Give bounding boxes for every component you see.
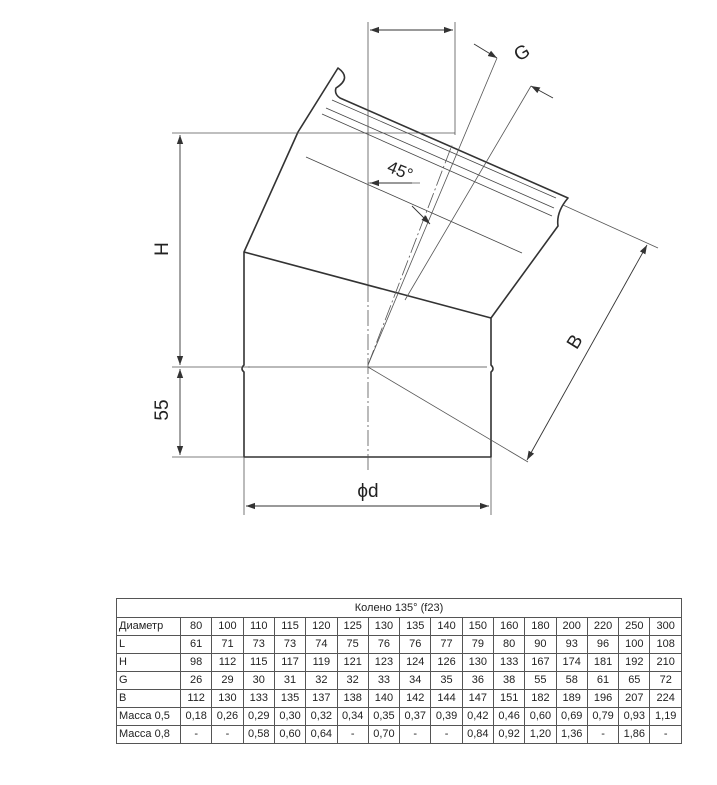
angle-arrow xyxy=(412,206,430,224)
table-cell: 189 xyxy=(556,690,587,708)
table-cell: 180 xyxy=(525,618,556,636)
table-cell: 167 xyxy=(525,654,556,672)
table-row xyxy=(117,726,682,744)
spec-table xyxy=(116,598,682,744)
table-cell: 33 xyxy=(368,672,399,690)
table-cell: - xyxy=(587,726,618,744)
table-cell: 74 xyxy=(306,636,337,654)
label-angle: 45° xyxy=(384,157,416,185)
dimension-lines xyxy=(172,22,658,515)
table-cell: 115 xyxy=(274,618,305,636)
table-title: Колено 135° (f23) xyxy=(116,598,682,617)
table-cell: 110 xyxy=(243,618,274,636)
table-cell: 0,42 xyxy=(462,708,493,726)
table-cell: 73 xyxy=(274,636,305,654)
table-cell: 93 xyxy=(556,636,587,654)
table-cell: 75 xyxy=(337,636,368,654)
table-cell: 147 xyxy=(462,690,493,708)
spec-table-wrap xyxy=(116,598,682,744)
table-cell: 0,46 xyxy=(493,708,524,726)
table-cell: 0,70 xyxy=(368,726,399,744)
table-cell: 38 xyxy=(493,672,524,690)
table-cell: 125 xyxy=(337,618,368,636)
b-dimension-arrow xyxy=(527,245,647,460)
table-cell: 58 xyxy=(556,672,587,690)
table-cell: 115 xyxy=(243,654,274,672)
table-cell: 0,30 xyxy=(274,708,305,726)
table-cell: 31 xyxy=(274,672,305,690)
table-cell: 73 xyxy=(243,636,274,654)
table-cell: 0,60 xyxy=(274,726,305,744)
table-cell: 220 xyxy=(587,618,618,636)
label-55: 55 xyxy=(152,399,173,421)
table-cell: 30 xyxy=(243,672,274,690)
table-cell: 120 xyxy=(306,618,337,636)
table-cell: - xyxy=(337,726,368,744)
table-cell: 140 xyxy=(368,690,399,708)
table-cell: 174 xyxy=(556,654,587,672)
table-cell: 0,39 xyxy=(431,708,462,726)
table-cell: 32 xyxy=(306,672,337,690)
table-cell: 76 xyxy=(368,636,399,654)
table-header-row xyxy=(117,618,682,636)
table-cell: 34 xyxy=(400,672,431,690)
table-row xyxy=(117,690,682,708)
table-row xyxy=(117,654,682,672)
table-cell: 80 xyxy=(493,636,524,654)
table-cell: 150 xyxy=(462,618,493,636)
center-lines xyxy=(368,145,452,470)
elbow-outline xyxy=(242,68,568,457)
table-cell: 126 xyxy=(431,654,462,672)
table-row-label: G xyxy=(117,672,181,690)
table-cell: 1,36 xyxy=(556,726,587,744)
table-cell: 61 xyxy=(587,672,618,690)
table-cell: 55 xyxy=(525,672,556,690)
table-cell: 0,93 xyxy=(619,708,650,726)
table-row xyxy=(117,708,682,726)
table-cell: 26 xyxy=(181,672,212,690)
table-cell: 0,60 xyxy=(525,708,556,726)
table-cell: 142 xyxy=(400,690,431,708)
table-cell: 124 xyxy=(400,654,431,672)
dimension-arrows xyxy=(180,30,647,506)
table-cell: 71 xyxy=(212,636,243,654)
table-cell: 35 xyxy=(431,672,462,690)
table-cell: 123 xyxy=(368,654,399,672)
table-cell: 0,79 xyxy=(587,708,618,726)
table-cell: 36 xyxy=(462,672,493,690)
table-cell: 61 xyxy=(181,636,212,654)
table-row-label: Масса 0,5 xyxy=(117,708,181,726)
table-cell: 135 xyxy=(400,618,431,636)
table-cell: 181 xyxy=(587,654,618,672)
table-cell: 65 xyxy=(619,672,650,690)
table-row xyxy=(117,636,682,654)
table-row-label: B xyxy=(117,690,181,708)
table-cell: 200 xyxy=(556,618,587,636)
table-cell: 112 xyxy=(181,690,212,708)
table-cell: 0,34 xyxy=(337,708,368,726)
table-cell: 72 xyxy=(650,672,682,690)
label-g: G xyxy=(510,40,534,67)
label-d: ϕd xyxy=(357,481,379,502)
label-h: H xyxy=(152,242,173,256)
table-cell: 79 xyxy=(462,636,493,654)
table-row-label: H xyxy=(117,654,181,672)
table-cell: 151 xyxy=(493,690,524,708)
table-cell: 0,35 xyxy=(368,708,399,726)
table-cell: 138 xyxy=(337,690,368,708)
table-row-label: Диаметр xyxy=(117,618,181,636)
table-cell: 1,19 xyxy=(650,708,682,726)
table-cell: 210 xyxy=(650,654,682,672)
table-cell: 0,58 xyxy=(243,726,274,744)
table-row-label: L xyxy=(117,636,181,654)
label-b: B xyxy=(563,331,588,354)
table-cell: 119 xyxy=(306,654,337,672)
table-cell: 100 xyxy=(619,636,650,654)
table-cell: 160 xyxy=(493,618,524,636)
table-cell: 0,37 xyxy=(400,708,431,726)
table-cell: 133 xyxy=(243,690,274,708)
table-cell: - xyxy=(650,726,682,744)
table-cell: 32 xyxy=(337,672,368,690)
table-cell: 0,69 xyxy=(556,708,587,726)
table-cell: 130 xyxy=(212,690,243,708)
table-cell: 29 xyxy=(212,672,243,690)
table-cell: 196 xyxy=(587,690,618,708)
g-dimension-arrow xyxy=(474,44,497,58)
table-cell: 192 xyxy=(619,654,650,672)
table-cell: 108 xyxy=(650,636,682,654)
table-cell: 133 xyxy=(493,654,524,672)
table-row xyxy=(117,672,682,690)
table-cell: 144 xyxy=(431,690,462,708)
table-cell: 77 xyxy=(431,636,462,654)
table-cell: 0,84 xyxy=(462,726,493,744)
table-cell: - xyxy=(212,726,243,744)
table-cell: 121 xyxy=(337,654,368,672)
table-cell: 0,32 xyxy=(306,708,337,726)
table-cell: 0,64 xyxy=(306,726,337,744)
table-cell: 137 xyxy=(306,690,337,708)
table-row-label: Масса 0,8 xyxy=(117,726,181,744)
table-cell: 0,92 xyxy=(493,726,524,744)
table-cell: 112 xyxy=(212,654,243,672)
table-cell: 250 xyxy=(619,618,650,636)
table-cell: - xyxy=(400,726,431,744)
table-cell: - xyxy=(431,726,462,744)
table-cell: 1,20 xyxy=(525,726,556,744)
table-cell: 1,86 xyxy=(619,726,650,744)
table-cell: 140 xyxy=(431,618,462,636)
table-cell: 117 xyxy=(274,654,305,672)
table-cell: 130 xyxy=(462,654,493,672)
table-cell: 207 xyxy=(619,690,650,708)
table-cell: 300 xyxy=(650,618,682,636)
table-cell: 90 xyxy=(525,636,556,654)
table-cell: 135 xyxy=(274,690,305,708)
table-cell: 80 xyxy=(181,618,212,636)
table-cell: 98 xyxy=(181,654,212,672)
table-cell: 96 xyxy=(587,636,618,654)
table-cell: 182 xyxy=(525,690,556,708)
table-cell: 76 xyxy=(400,636,431,654)
table-cell: 130 xyxy=(368,618,399,636)
table-cell: 100 xyxy=(212,618,243,636)
table-cell: 0,26 xyxy=(212,708,243,726)
table-cell: 0,18 xyxy=(181,708,212,726)
table-cell: 224 xyxy=(650,690,682,708)
table-cell: 0,29 xyxy=(243,708,274,726)
g-dimension-arrow-2 xyxy=(531,86,553,98)
table-cell: - xyxy=(181,726,212,744)
